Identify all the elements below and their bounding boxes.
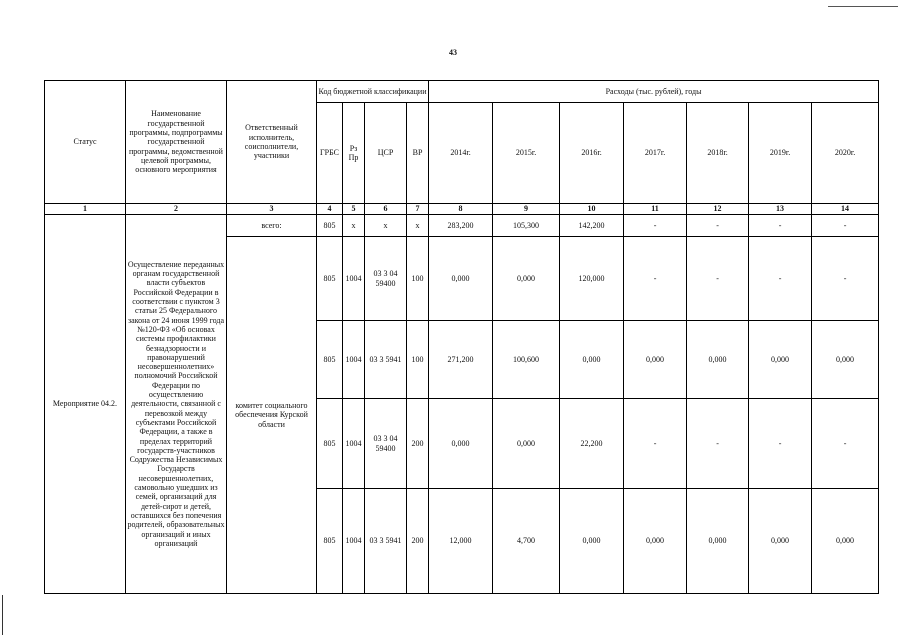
cell-csr: x bbox=[365, 215, 407, 237]
cell-value: 0,000 bbox=[624, 321, 687, 399]
cell-value: 283,200 bbox=[429, 215, 493, 237]
column-number: 10 bbox=[560, 204, 624, 215]
cell-value: 0,000 bbox=[749, 321, 812, 399]
cell-value: - bbox=[812, 237, 879, 321]
cell-grbs: 805 bbox=[317, 399, 343, 489]
cell-vr: x bbox=[407, 215, 429, 237]
cell-rzpr: 1004 bbox=[343, 399, 365, 489]
cell-value: 142,200 bbox=[560, 215, 624, 237]
header-year: 2015г. bbox=[493, 103, 560, 204]
header-grbs: ГРБС bbox=[317, 103, 343, 204]
column-number: 11 bbox=[624, 204, 687, 215]
column-number: 2 bbox=[126, 204, 227, 215]
column-number: 7 bbox=[407, 204, 429, 215]
column-number: 8 bbox=[429, 204, 493, 215]
header-csr: ЦСР bbox=[365, 103, 407, 204]
cell-value: 0,000 bbox=[624, 489, 687, 594]
cell-value: 0,000 bbox=[812, 321, 879, 399]
cell-vr: 200 bbox=[407, 489, 429, 594]
executor: комитет социального обеспечения Курской области bbox=[227, 237, 317, 594]
cell-value: 0,000 bbox=[429, 399, 493, 489]
cell-csr: 03 3 5941 bbox=[365, 321, 407, 399]
header-rzpr: Рз Пр bbox=[343, 103, 365, 204]
cell-value: - bbox=[687, 399, 749, 489]
margin-rule bbox=[2, 595, 3, 635]
cell-value: - bbox=[812, 399, 879, 489]
cell-grbs: 805 bbox=[317, 237, 343, 321]
header-year: 2016г. bbox=[560, 103, 624, 204]
corner-rule bbox=[828, 6, 898, 7]
cell-value: 0,000 bbox=[812, 489, 879, 594]
cell-vr: 100 bbox=[407, 237, 429, 321]
cell-value: 0,000 bbox=[560, 489, 624, 594]
budget-table bbox=[44, 80, 879, 594]
cell-value: 105,300 bbox=[493, 215, 560, 237]
cell-value: 12,000 bbox=[429, 489, 493, 594]
cell-value: 4,700 bbox=[493, 489, 560, 594]
header-program-name: Наименование государственной программы, подпрограммы государственной программы, ведомственной целевой программы, основного мероприятия bbox=[126, 81, 227, 204]
column-number: 13 bbox=[749, 204, 812, 215]
cell-value: - bbox=[687, 237, 749, 321]
cell-value: 22,200 bbox=[560, 399, 624, 489]
column-number: 4 bbox=[317, 204, 343, 215]
page-number: 43 bbox=[449, 48, 457, 57]
cell-value: 0,000 bbox=[687, 321, 749, 399]
cell-rzpr: x bbox=[343, 215, 365, 237]
cell-csr: 03 3 04 59400 bbox=[365, 237, 407, 321]
header-row-1 bbox=[45, 81, 879, 103]
cell-value: - bbox=[749, 215, 812, 237]
column-number: 6 bbox=[365, 204, 407, 215]
cell-csr: 03 3 04 59400 bbox=[365, 399, 407, 489]
header-budget-code: Код бюджетной классификации bbox=[317, 81, 429, 103]
cell-csr: 03 3 5941 bbox=[365, 489, 407, 594]
column-number-row bbox=[45, 204, 879, 215]
cell-grbs: 805 bbox=[317, 215, 343, 237]
cell-value: - bbox=[624, 237, 687, 321]
header-year: 2014г. bbox=[429, 103, 493, 204]
cell-value: - bbox=[812, 215, 879, 237]
header-responsible: Ответственный исполнитель, соисполнители, участники bbox=[227, 81, 317, 204]
measure-name: Осуществление переданных органам государственной власти субъектов Российской Федерации в соответствии с пунктом 3 статьи 25 Федерального закона от 24 июня 1999 года №120-ФЗ «Об основах системы профилактики безнадзорности и правонарушений несовершеннолетних» полномочий Российской Федерации по осуществлению деятельности, связанной с перевозкой между субъектами Российской Федерации, а также в пределах территорий государств-участников Содружества Независимых Государств несовершеннолетних, самовольно ушедших из семей, организаций для детей-сирот и детей, оставшихся без попечения родителей, образовательных организаций и иных организаций bbox=[126, 215, 227, 594]
header-year: 2020г. bbox=[812, 103, 879, 204]
cell-vr: 200 bbox=[407, 399, 429, 489]
header-year: 2019г. bbox=[749, 103, 812, 204]
column-number: 12 bbox=[687, 204, 749, 215]
cell-value: 100,600 bbox=[493, 321, 560, 399]
cell-grbs: 805 bbox=[317, 321, 343, 399]
cell-rzpr: 1004 bbox=[343, 321, 365, 399]
header-year: 2018г. bbox=[687, 103, 749, 204]
cell-value: - bbox=[624, 215, 687, 237]
column-number: 5 bbox=[343, 204, 365, 215]
cell-value: 271,200 bbox=[429, 321, 493, 399]
cell-vr: 100 bbox=[407, 321, 429, 399]
column-number: 3 bbox=[227, 204, 317, 215]
column-number: 9 bbox=[493, 204, 560, 215]
cell-value: 0,000 bbox=[749, 489, 812, 594]
cell-value: 0,000 bbox=[429, 237, 493, 321]
cell-value: 120,000 bbox=[560, 237, 624, 321]
cell-value: - bbox=[749, 399, 812, 489]
cell-value: 0,000 bbox=[493, 237, 560, 321]
header-status: Статус bbox=[45, 81, 126, 204]
cell-value: 0,000 bbox=[560, 321, 624, 399]
header-vr: ВР bbox=[407, 103, 429, 204]
measure-status: Мероприятие 04.2. bbox=[45, 215, 126, 594]
cell-rzpr: 1004 bbox=[343, 237, 365, 321]
cell-rzpr: 1004 bbox=[343, 489, 365, 594]
cell-value: - bbox=[687, 215, 749, 237]
cell-value: 0,000 bbox=[493, 399, 560, 489]
cell-grbs: 805 bbox=[317, 489, 343, 594]
cell-value: - bbox=[749, 237, 812, 321]
table-row bbox=[45, 215, 879, 237]
cell-value: 0,000 bbox=[687, 489, 749, 594]
column-number: 1 bbox=[45, 204, 126, 215]
cell-value: - bbox=[624, 399, 687, 489]
total-label: всего: bbox=[227, 215, 317, 237]
header-expenses: Расходы (тыс. рублей), годы bbox=[429, 81, 879, 103]
column-number: 14 bbox=[812, 204, 879, 215]
header-year: 2017г. bbox=[624, 103, 687, 204]
